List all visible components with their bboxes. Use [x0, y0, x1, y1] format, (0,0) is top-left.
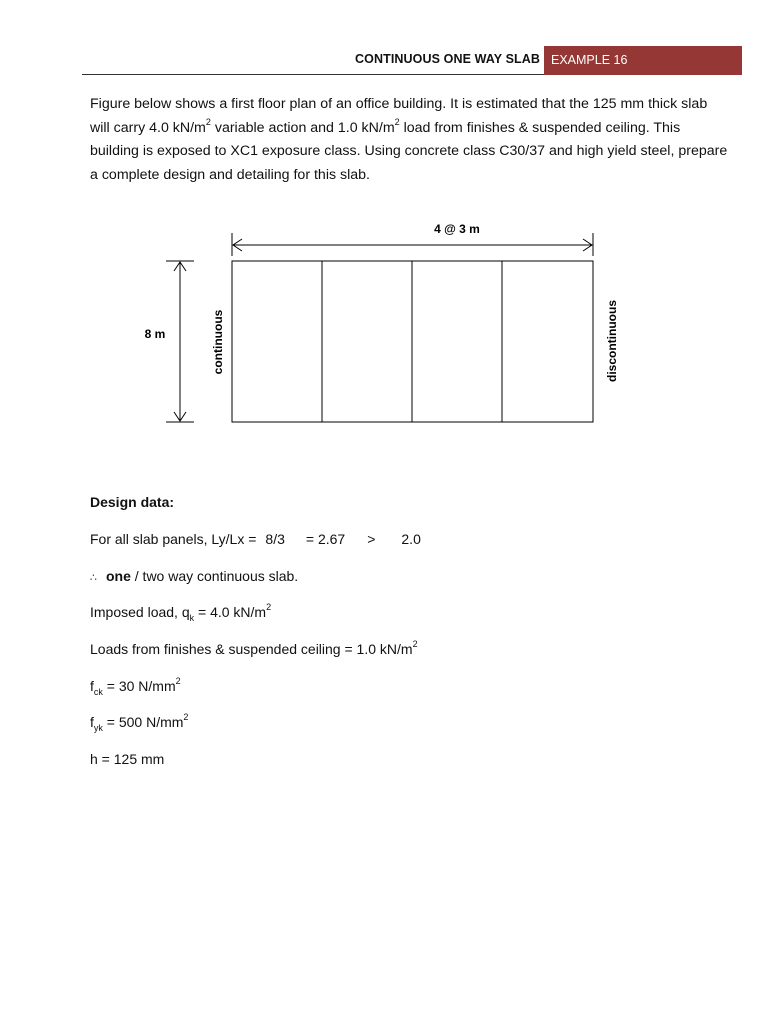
fyk-symbol: f: [90, 714, 94, 730]
fyk-line: [90, 712, 189, 733]
ratio-operator: >: [367, 531, 376, 547]
aspect-ratio-line: [90, 531, 421, 547]
fck-superscript: 2: [175, 676, 181, 687]
slab-type-conclusion: [90, 568, 298, 584]
fyk-value: = 500 N/mm: [102, 714, 184, 730]
intro-text-3: load from finishes & suspended ceiling. This building is exposed to XC1 exposure class. Using concrete class C30/37 and high yield steel, prepare a complete design and detailing for this slab.: [90, 119, 728, 183]
ratio-fraction: 8/3: [265, 531, 285, 547]
height-label: 8 m: [144, 327, 166, 341]
intro-sup-1: 2: [205, 116, 211, 127]
finishes-load-superscript: 2: [412, 639, 418, 650]
fck-value: = 30 N/mm: [102, 678, 176, 694]
one-way-emphasis: one: [106, 568, 131, 584]
fck-symbol: f: [90, 678, 94, 694]
discontinuous-edge-label: discontinuous: [605, 300, 619, 382]
therefore-symbol: ∴: [90, 572, 97, 584]
design-data-heading: Design data:: [90, 494, 175, 510]
imposed-load-subscript: k: [189, 612, 195, 623]
fyk-subscript: yk: [93, 722, 103, 733]
conclusion-rest: / two way continuous slab.: [130, 568, 299, 584]
imposed-load-label: Imposed load, q: [90, 604, 190, 620]
ratio-result: = 2.67: [305, 531, 346, 547]
fck-line: [90, 676, 181, 697]
intro-text-1: Figure below shows a first floor plan of an office building. It is estimated that the 125 mm thick slab will carry 4.0 kN/m: [90, 96, 708, 136]
thickness-line: h = 125 mm: [90, 751, 165, 767]
finishes-load-text: Loads from finishes & suspended ceiling = 1.0 kN/m: [90, 641, 413, 657]
intro-sup-2: 2: [394, 116, 400, 127]
header-title: CONTINUOUS ONE WAY SLAB: [355, 52, 540, 66]
finishes-load-line: [90, 641, 418, 657]
imposed-load-value: = 4.0 kN/m: [194, 604, 267, 620]
ratio-label: For all slab panels, Ly/Lx =: [90, 531, 257, 547]
intro-text-2: variable action and 1.0 kN/m: [210, 119, 395, 136]
imposed-load-superscript: 2: [266, 602, 272, 613]
fyk-superscript: 2: [183, 712, 189, 723]
imposed-load-line: [90, 602, 272, 623]
span-label: 4 @ 3 m: [434, 222, 480, 236]
fck-subscript: ck: [93, 686, 103, 697]
continuous-edge-label: continuous: [211, 309, 225, 375]
example-badge: EXAMPLE 16: [544, 46, 742, 75]
ratio-limit: 2.0: [401, 531, 421, 547]
